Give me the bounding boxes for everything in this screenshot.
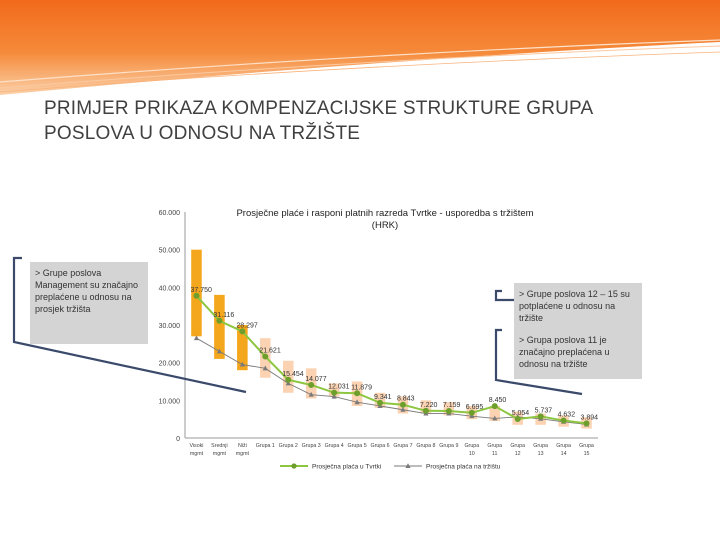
x-tick-label: Srednji: [211, 443, 228, 449]
company-value-label: 9.341: [374, 393, 392, 401]
y-tick-label: 10.000: [158, 398, 180, 406]
company-value-label: 31.116: [213, 311, 235, 319]
company-value-label: 7.159: [442, 402, 461, 410]
slide-title-line-2: POSLOVA U ODNOSU NA TRŽIŠTE: [44, 123, 361, 144]
company-value-label: 5.737: [534, 407, 553, 415]
chart-title-line-2: (HRK): [371, 220, 399, 231]
header-banner: [0, 0, 720, 95]
x-tick-label: 15: [583, 451, 590, 457]
x-tick-label: Grupa: [510, 443, 526, 449]
x-tick-label: Grupa: [579, 443, 594, 449]
y-tick-label: 20.000: [158, 360, 180, 368]
x-tick-label: 13: [537, 451, 544, 457]
callout-management: [30, 262, 148, 344]
x-tick-label: mgmt: [235, 451, 249, 457]
x-tick-label: Grupa 1: [255, 443, 275, 449]
callout-group-11-text: > Grupa poslova 11 je značajno preplaćena u odnosu na tržište: [519, 335, 610, 369]
y-tick-label: 0: [176, 436, 180, 443]
x-tick-label: Grupa: [556, 443, 571, 449]
x-tick-label: 11: [492, 451, 498, 457]
x-tick-label: Visoki: [189, 443, 204, 449]
company-value-label: 5.054: [511, 409, 530, 417]
y-tick-label: 60.000: [158, 210, 180, 217]
x-tick-label: Grupa: [533, 443, 549, 449]
company-value-label: 37.750: [190, 286, 212, 294]
company-value-label: 11.879: [351, 384, 372, 392]
company-value-label: 7.220: [419, 401, 438, 409]
callout-management-text: > Grupe poslova Management su značajno preplaćene u odnosu na prosjek tržišta: [35, 268, 139, 314]
x-tick-label: Grupa 2: [278, 443, 298, 449]
slide-title: [44, 96, 684, 146]
company-value-label: 8.450: [488, 397, 507, 405]
legend-company-label: Prosječna plaća u Tvrtki: [312, 463, 382, 471]
x-tick-label: Grupa 9: [439, 443, 459, 449]
y-tick-label: 50.000: [158, 247, 180, 255]
legend-market-label: Prosječna plaća na tržištu: [426, 463, 501, 471]
x-tick-label: 14: [560, 451, 567, 457]
legend-company-marker: [291, 463, 296, 468]
company-value-label: 4.632: [557, 411, 576, 419]
y-tick-label: 30.000: [158, 323, 180, 330]
x-tick-label: Grupa 7: [393, 443, 413, 449]
x-tick-label: mgmt: [212, 451, 227, 457]
x-tick-label: Grupa 8: [416, 443, 436, 449]
company-value-label: 14.077: [305, 375, 327, 383]
company-value-label: 12.031: [328, 383, 350, 391]
company-value-label: 6.695: [465, 403, 484, 411]
x-tick-label: Grupa 6: [370, 443, 390, 449]
callout-groups: [514, 283, 642, 379]
chart-title-line-1: Prosječne plaće i rasponi platnih razreda Tvrtke - usporedba s tržištem: [236, 208, 534, 219]
x-tick-label: Grupa: [464, 443, 480, 449]
x-tick-label: mgmt: [189, 451, 204, 457]
company-value-label: 3.894: [580, 414, 599, 422]
callout-groups-12-15-text: > Grupe poslova 12 – 15 su potplaćene u odnosu na tržište: [519, 289, 630, 323]
y-tick-label: 40.000: [158, 285, 180, 293]
x-tick-label: 10: [468, 451, 475, 457]
company-value-label: 28.297: [236, 322, 258, 330]
company-value-label: 15.454: [282, 370, 304, 378]
x-tick-label: Grupa 4: [324, 443, 344, 449]
x-tick-label: Grupa: [487, 443, 503, 449]
x-tick-label: Grupa 5: [347, 443, 367, 449]
x-tick-label: 12: [514, 451, 521, 457]
x-tick-label: Niži: [237, 443, 247, 449]
company-value-label: 21.621: [259, 347, 281, 355]
slide-title-line-1: PRIMJER PRIKAZA KOMPENZACIJSKE STRUKTURE GRUPA: [44, 98, 594, 119]
company-value-label: 8.843: [396, 395, 415, 403]
x-tick-label: Grupa 3: [301, 443, 321, 449]
